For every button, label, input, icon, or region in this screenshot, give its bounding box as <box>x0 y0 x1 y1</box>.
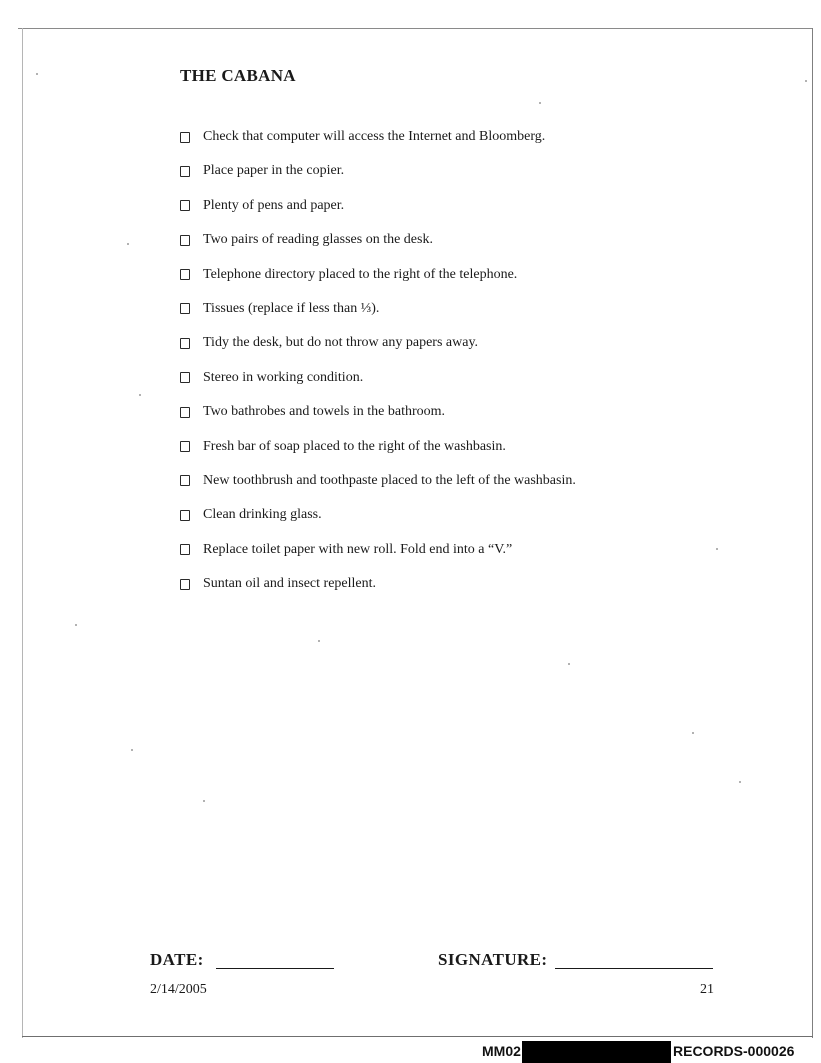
checklist-item-text: Telephone directory placed to the right of the telephone. <box>203 266 518 282</box>
date-label: DATE: <box>150 950 204 969</box>
checklist-item-text: Clean drinking glass. <box>203 507 322 523</box>
checklist-item <box>180 197 576 215</box>
checklist-item-text: Replace toilet paper with new roll. Fold end into a “V.” <box>203 541 513 557</box>
bates-number-suffix: RECORDS-000026 <box>673 1043 795 1059</box>
scan-speck <box>75 624 77 626</box>
checklist-item <box>180 403 576 421</box>
empty-checkbox-icon <box>180 372 190 383</box>
empty-checkbox-icon <box>180 579 190 590</box>
date-signature-line <box>216 968 334 969</box>
scan-speck <box>139 394 141 396</box>
empty-checkbox-icon <box>180 235 190 246</box>
checklist-item-text: New toothbrush and toothpaste placed to the left of the washbasin. <box>203 472 576 488</box>
empty-checkbox-icon <box>180 407 190 418</box>
signature-label: SIGNATURE: <box>438 950 548 969</box>
checklist-item-text: Two pairs of reading glasses on the desk. <box>203 232 433 248</box>
checklist-item <box>180 541 576 559</box>
checklist-item <box>180 334 576 352</box>
empty-checkbox-icon <box>180 441 190 452</box>
scan-speck <box>692 732 694 734</box>
checklist-item-text: Check that computer will access the Internet and Bloomberg. <box>203 129 546 144</box>
checklist-item <box>180 162 576 180</box>
scan-speck <box>805 80 807 82</box>
checklist-item <box>180 438 576 456</box>
bates-number-prefix: MM02 <box>482 1043 521 1059</box>
checklist-item <box>180 266 576 284</box>
empty-checkbox-icon <box>180 166 190 177</box>
page-border-bottom <box>22 1036 813 1037</box>
checklist-item-text: Plenty of pens and paper. <box>203 197 345 213</box>
scan-speck <box>716 548 718 550</box>
page-title: THE CABANA <box>180 66 296 85</box>
checklist-item-text: Fresh bar of soap placed to the right of the washbasin. <box>203 438 506 454</box>
empty-checkbox-icon <box>180 200 190 211</box>
checklist-item-text: Two bathrobes and towels in the bathroom. <box>203 404 446 420</box>
scan-speck <box>203 800 205 802</box>
signature-line <box>555 968 713 969</box>
checklist-item-text: Suntan oil and insect repellent. <box>203 576 377 592</box>
checklist-item <box>180 369 576 387</box>
checklist-item <box>180 128 576 146</box>
checklist-item <box>180 506 576 524</box>
checklist-item <box>180 575 576 593</box>
scan-speck <box>131 749 133 751</box>
empty-checkbox-icon <box>180 475 190 486</box>
scan-speck <box>539 102 541 104</box>
redaction-box <box>522 1041 671 1063</box>
scan-speck <box>318 640 320 642</box>
checklist-item-text: Tidy the desk, but do not throw any papers away. <box>203 335 479 351</box>
empty-checkbox-icon <box>180 303 190 314</box>
empty-checkbox-icon <box>180 269 190 280</box>
checklist <box>180 128 576 609</box>
checklist-item <box>180 231 576 249</box>
empty-checkbox-icon <box>180 338 190 349</box>
empty-checkbox-icon <box>180 132 190 143</box>
page-border-right <box>812 28 813 1038</box>
scan-speck <box>127 243 129 245</box>
checklist-item-text: Place paper in the copier. <box>203 163 345 179</box>
checklist-item-text: Tissues (replace if less than ⅓). <box>203 300 380 316</box>
page-border-left <box>22 28 23 1038</box>
scan-speck <box>36 73 38 75</box>
page-number: 21 <box>700 982 714 997</box>
checklist-item-text: Stereo in working condition. <box>203 369 364 385</box>
scan-speck <box>739 781 741 783</box>
page-border-top <box>18 28 813 29</box>
checklist-item <box>180 472 576 490</box>
footer-date: 2/14/2005 <box>150 982 207 997</box>
empty-checkbox-icon <box>180 544 190 555</box>
checklist-item <box>180 300 576 318</box>
scan-speck <box>568 663 570 665</box>
empty-checkbox-icon <box>180 510 190 521</box>
